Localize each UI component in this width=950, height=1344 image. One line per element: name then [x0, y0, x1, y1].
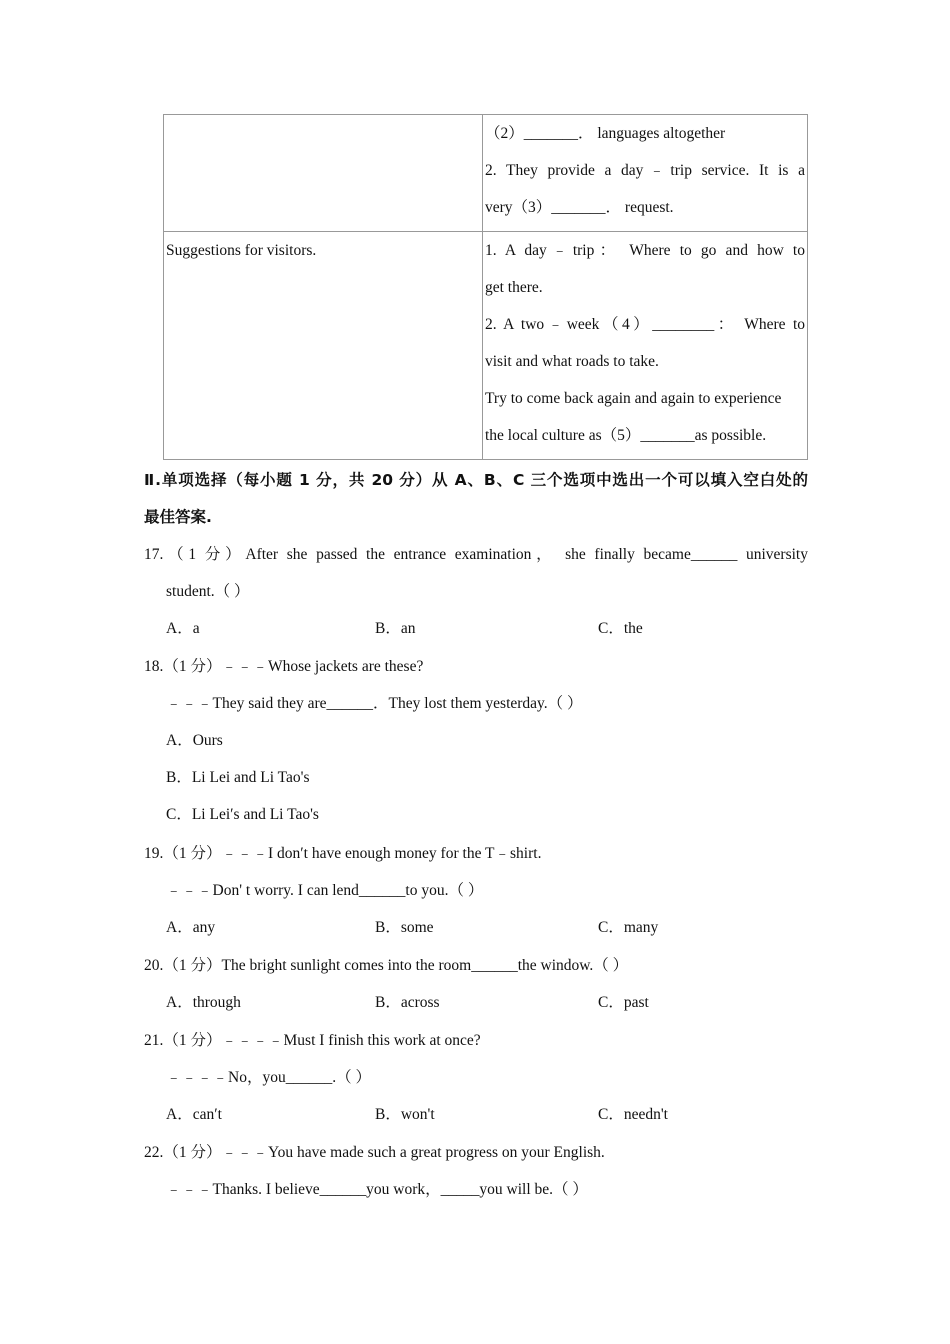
question-stem: ﹣﹣﹣Thanks. I believe______you work，_____you will be.（ ）: [166, 1181, 588, 1198]
option-c[interactable]: C．past: [598, 994, 649, 1011]
question-stem: 22.（1 分）﹣﹣﹣You have made such a great progress on your English.: [144, 1144, 605, 1161]
table-cell-right: [483, 232, 808, 460]
question-18: [144, 648, 808, 833]
option-c[interactable]: C．the: [598, 620, 643, 637]
cell-line: 2. A two﹣week（4）________： Where to: [485, 316, 805, 333]
option-a[interactable]: A．through: [166, 994, 241, 1011]
question-22: [144, 1134, 808, 1208]
question-stem: 19.（1 分）﹣﹣﹣I don′t have enough money for the T﹣shirt.: [144, 845, 542, 862]
question-stem: student.（ ）: [166, 583, 250, 600]
option-b[interactable]: B．won't: [375, 1106, 435, 1123]
cell-line: 2. They provide a day﹣trip service. It is a: [485, 162, 805, 179]
option-b[interactable]: B．some: [375, 919, 434, 936]
option-b[interactable]: B．Li Lei and Li Tao's: [166, 769, 310, 786]
question-stem: ﹣﹣﹣They said they are______．They lost them yesterday.（ ）: [166, 695, 583, 712]
options-row: [144, 909, 808, 946]
question-stem: ﹣﹣﹣Don' t worry. I can lend______to you.（ ）: [166, 882, 484, 899]
option-c[interactable]: C．many: [598, 919, 659, 936]
cell-line: get there.: [485, 279, 543, 296]
options-row: [144, 984, 808, 1021]
option-b[interactable]: B．across: [375, 994, 440, 1011]
question-stem: 18.（1 分）﹣﹣﹣Whose jackets are these?: [144, 658, 424, 675]
cell-line: Try to come back again and again to experience: [485, 390, 782, 407]
option-a[interactable]: A．a: [166, 620, 200, 637]
option-c[interactable]: C．needn't: [598, 1106, 668, 1123]
section-heading-line: 最佳答案.: [144, 508, 212, 526]
option-c[interactable]: C．Li Lei′s and Li Tao's: [166, 806, 319, 823]
question-21: [144, 1022, 808, 1133]
options-row: [144, 1096, 808, 1133]
cell-line: very（3）_______． request.: [485, 199, 674, 216]
option-a[interactable]: A．can′t: [166, 1106, 222, 1123]
option-a[interactable]: A．Ours: [166, 732, 223, 749]
option-a[interactable]: A．any: [166, 919, 216, 936]
table-cell-left: Suggestions for visitors.: [164, 232, 483, 460]
question-19: [144, 835, 808, 946]
summary-table: [163, 114, 808, 460]
question-17: [144, 536, 808, 647]
question-20: [144, 947, 808, 1021]
section-heading: [144, 462, 808, 536]
table-row: [164, 232, 808, 460]
question-stem: 17.（1 分）After she passed the entrance examination， she finally became______ university: [144, 546, 808, 563]
table-cell-right: [483, 115, 808, 232]
options-row: [144, 610, 808, 647]
cell-line: the local culture as（5）_______as possible.: [485, 427, 767, 444]
table-row: [164, 115, 808, 232]
question-stem: 20.（1 分）The bright sunlight comes into the room______the window.（ ）: [144, 957, 629, 974]
question-stem: 21.（1 分）﹣﹣﹣﹣Must I finish this work at once?: [144, 1032, 481, 1049]
section-heading-line: Ⅱ.单项选择（每小题 1 分，共 20 分）从 A、B、C 三个选项中选出一个可以填入空白处的: [144, 471, 808, 489]
table-cell-left: [164, 115, 483, 232]
option-b[interactable]: B．an: [375, 620, 416, 637]
cell-line: visit and what roads to take.: [485, 353, 659, 370]
cell-line: 1. A day﹣trip： Where to go and how to: [485, 242, 805, 259]
cell-line: （2）_______． languages altogether: [485, 125, 726, 142]
question-stem: ﹣﹣﹣﹣No，you______.（ ）: [166, 1069, 371, 1086]
